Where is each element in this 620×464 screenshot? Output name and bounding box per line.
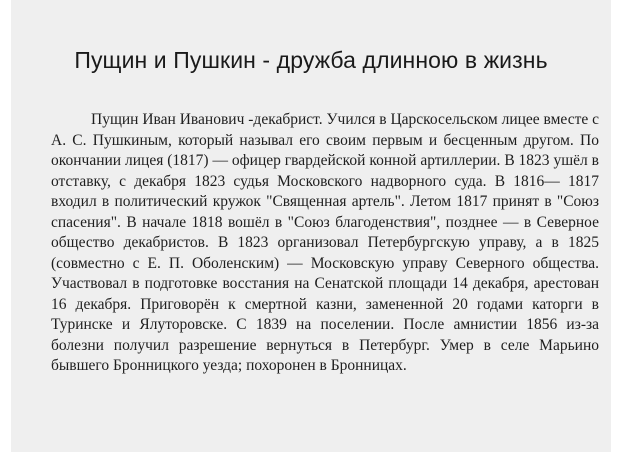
slide-title: Пущин и Пушкин - дружба длинною в жизнь — [74, 47, 548, 73]
slide — [11, 0, 611, 452]
slide-body-text: Пущин Иван Иванович -декабрист. Учился в Царскосельском лицее вместе с А. С. Пушкиным, который называл его своим первым и бесценным другом. По окончании лицея (1817) — офицер гвардейской конной артиллерии. В 1823 ушёл в отставку, с декабря 1823 судья Московского надворного суда. В 1816— 1817 входил в политический кружок "Священная артель". Летом 1817 принят в "Союз спасения". В начале 1818 вошёл в "Союз благоденствия", позднее — в Северное общество декабристов. В 1823 организовал Петербургскую управу, а в 1825 (совместно с Е. П. Оболенским) — Московскую управу Северного общества. Участвовал в подготовке восстания на Сенатской площади 14 декабря, арестован 16 декабря. Приговорён к смертной казни, замененной 20 годами каторги в Туринске и Ялуторовске. С 1839 на поселении. После амнистии 1856 из-за болезни получил разрешение вернуться в Петербург. Умер в селе Марьино бывшего Бронницкого уезда; похоронен в Бронницах. — [51, 111, 599, 374]
